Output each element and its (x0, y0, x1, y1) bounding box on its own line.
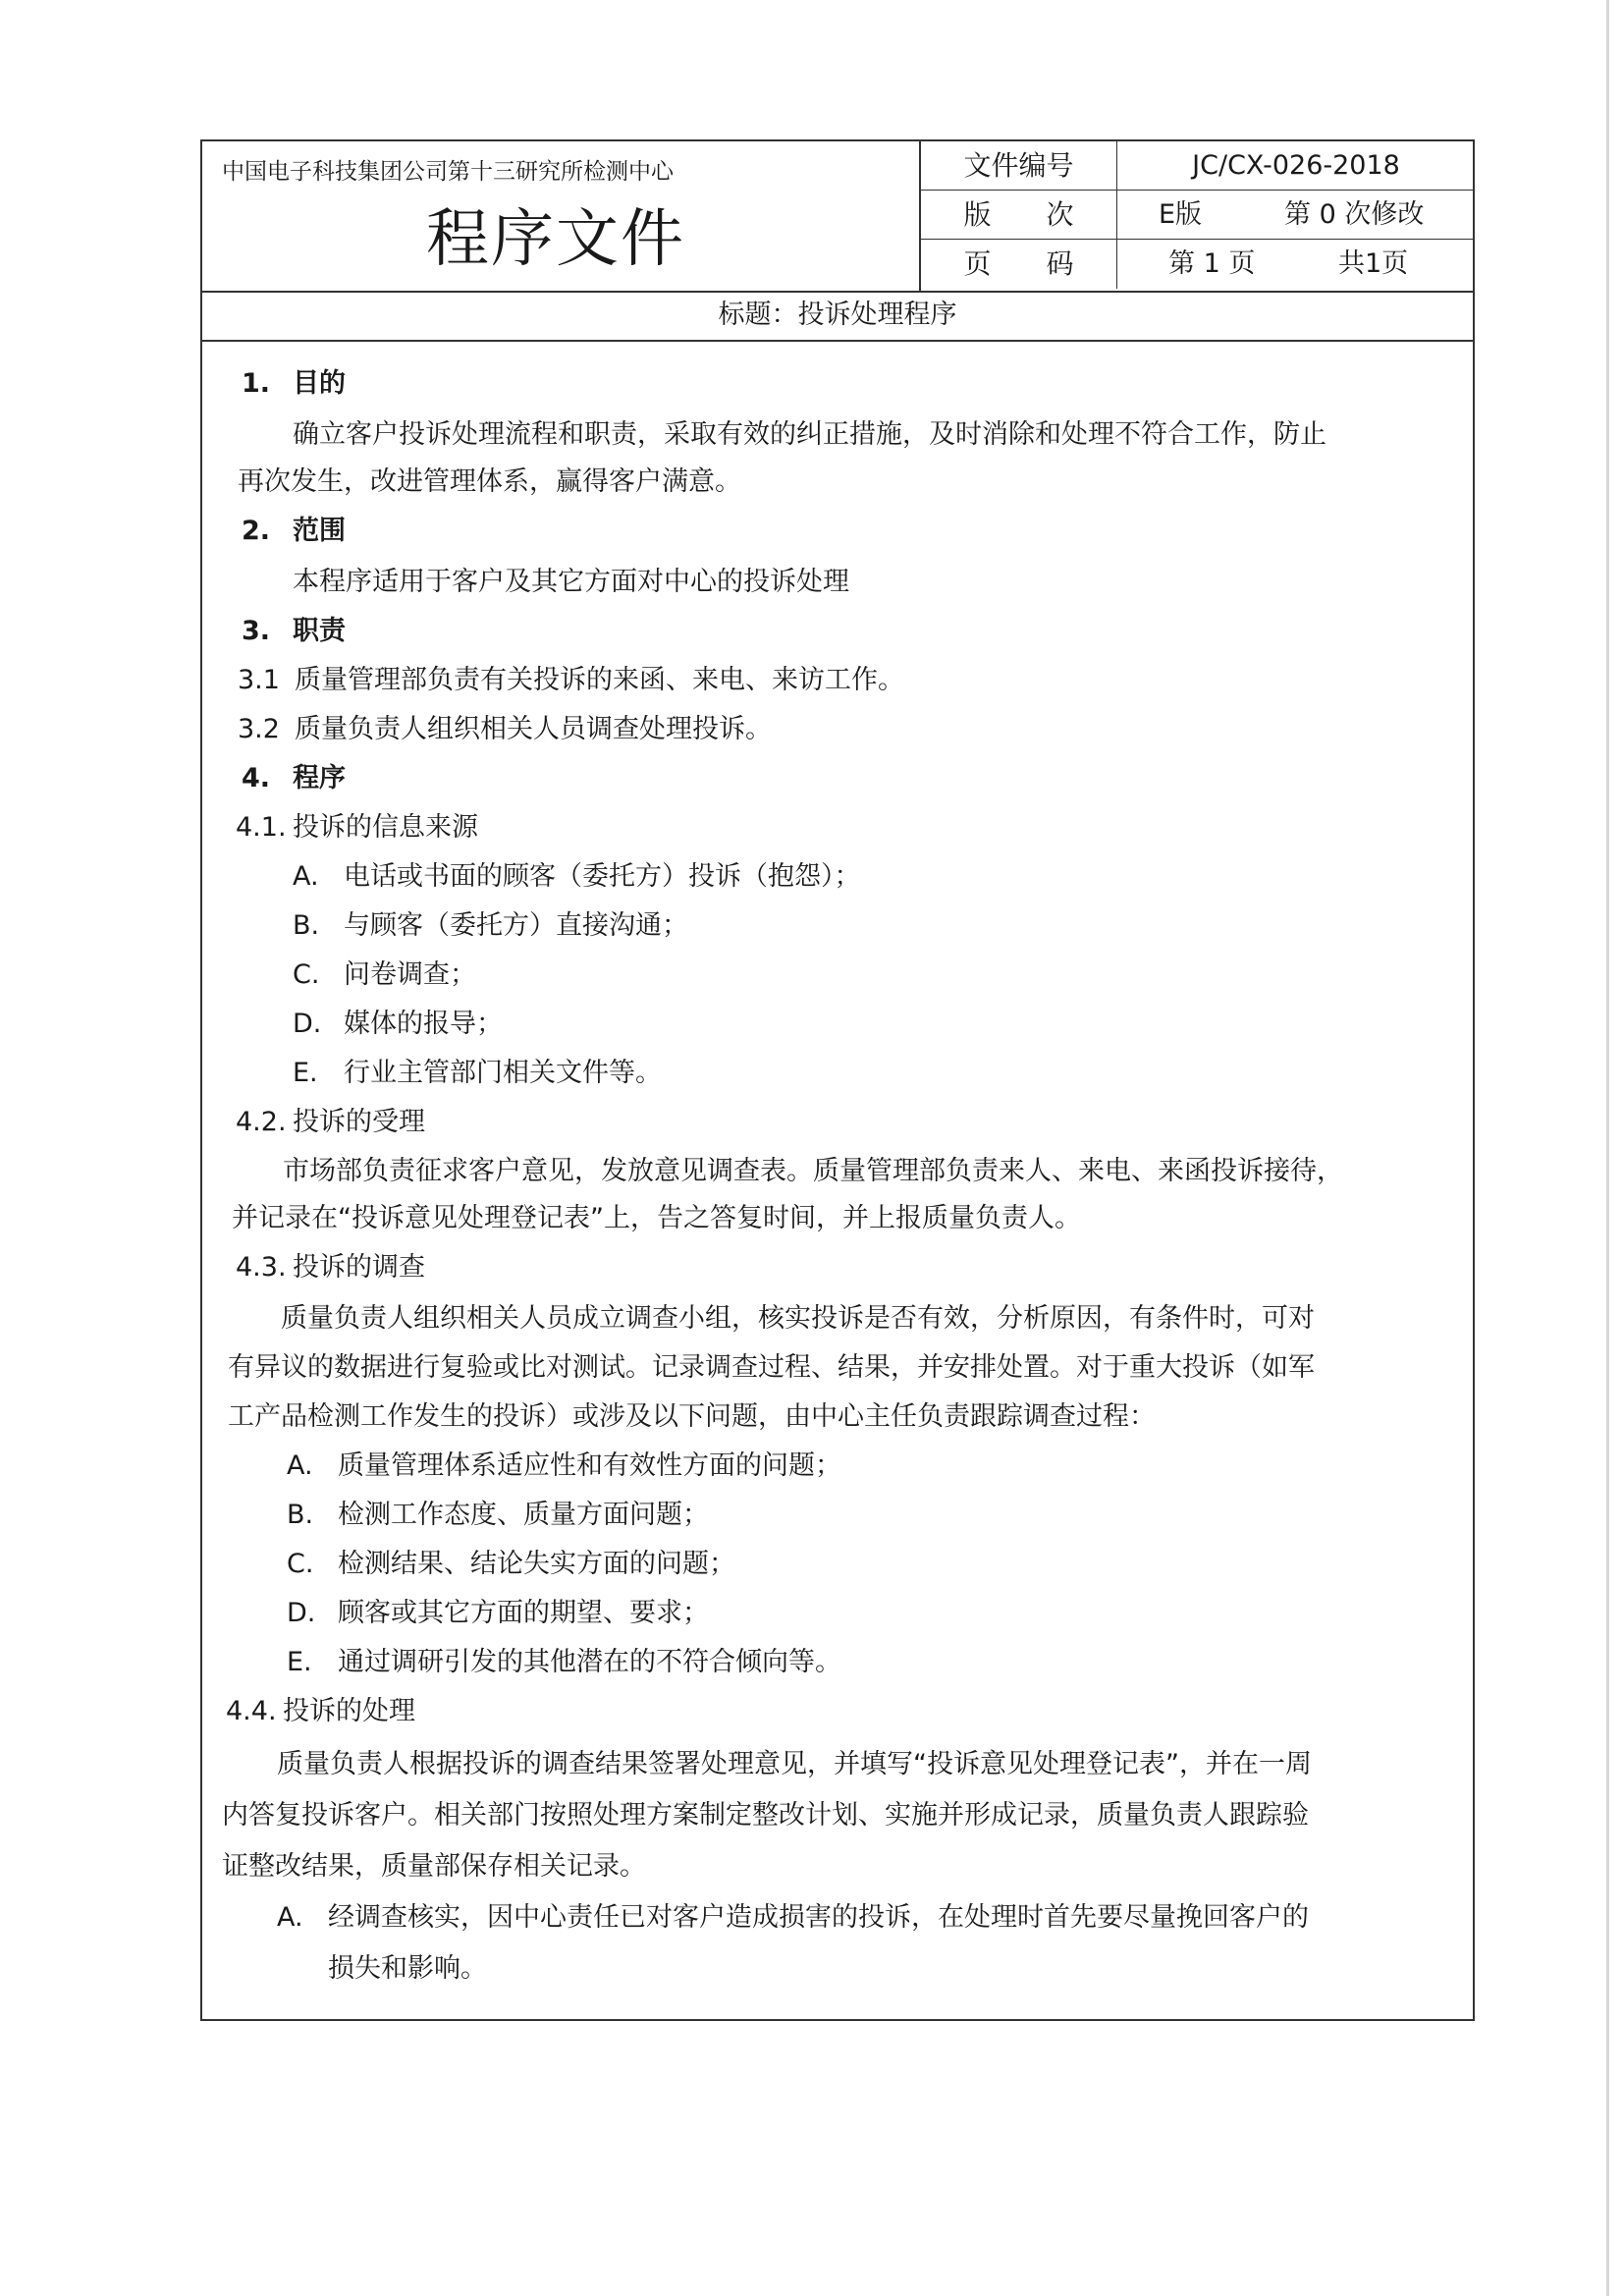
subsection-number: 4.4. (226, 1696, 277, 1726)
list-item (293, 854, 861, 893)
subsection-number: 4.3. (236, 1252, 287, 1283)
list-item (287, 1493, 709, 1531)
file-no-value: JC/CX-026-2018 (1192, 150, 1400, 181)
list-item (287, 1640, 841, 1678)
section-title: 目的 (293, 368, 346, 399)
item-text: 质量管理部负责有关投诉的来函、来电、来访工作。 (295, 665, 904, 695)
item-letter: D. (293, 1009, 322, 1039)
scan-edge (1606, 0, 1609, 2296)
item-letter: C. (287, 1549, 314, 1579)
meta-row-file-no (921, 141, 1475, 191)
item-text: 检测结果、结论失实方面的问题； (338, 1549, 735, 1579)
document-type-title: 程序文件 (426, 203, 685, 276)
page-cell (1117, 240, 1475, 289)
item-text: 与顾客（委托方）直接沟通； (344, 910, 688, 941)
paragraph-line: 确立客户投诉处理流程和职责，采取有效的纠正措施，及时消除和处理不符合工作，防止 (293, 419, 1326, 450)
section-title: 范围 (293, 516, 346, 546)
item-number: 3.1 (238, 665, 280, 695)
paragraph-line: 有异议的数据进行复验或比对测试。记录调查过程、结果，并安排处置。对于重大投诉（如军 (228, 1352, 1315, 1383)
subsection-title: 投诉的信息来源 (293, 812, 478, 843)
file-no-label: 文件编号 (921, 141, 1117, 191)
list-item (293, 953, 476, 991)
document-header (202, 141, 1473, 293)
paragraph-line: 证整改结果，质量部保存相关记录。 (222, 1851, 646, 1882)
page-label: 页 码 (921, 240, 1117, 289)
item-text: 通过调研引发的其他潜在的不符合倾向等。 (338, 1647, 841, 1677)
item-letter: A. (293, 861, 319, 892)
list-item (287, 1591, 709, 1629)
paragraph-line: 内答复投诉客户。相关部门按照处理方案制定整改计划、实施并形成记录，质量负责人跟踪验 (222, 1800, 1309, 1831)
document-frame (200, 139, 1475, 2021)
item-text: 质量负责人组织相关人员调查处理投诉。 (295, 714, 772, 744)
organization-name: 中国电子科技集团公司第十三研究所检测中心 (222, 159, 674, 185)
section-title: 职责 (293, 616, 346, 646)
list-item (287, 1444, 841, 1482)
section-title: 程序 (293, 763, 346, 793)
subsection-heading (236, 1245, 425, 1284)
subsection-number: 4.1. (236, 812, 287, 843)
paragraph-line: 并记录在“投诉意见处理登记表”上，告之答复时间，并上报质量负责人。 (232, 1203, 1081, 1233)
list-item (238, 707, 772, 745)
item-letter: E. (287, 1647, 312, 1677)
item-text: 检测工作态度、质量方面问题； (338, 1500, 709, 1530)
version-label: 版 次 (921, 191, 1117, 240)
item-text: 顾客或其它方面的期望、要求； (338, 1598, 709, 1628)
subsection-title: 投诉的受理 (293, 1107, 425, 1137)
meta-row-version (921, 191, 1475, 240)
item-text: 电话或书面的顾客（委托方）投诉（抱怨）； (344, 861, 861, 892)
document-meta-table (919, 141, 1475, 291)
paragraph-line: 再次发生，改进管理体系，赢得客户满意。 (238, 466, 741, 497)
subsection-heading (226, 1689, 415, 1727)
section-heading (242, 756, 346, 794)
item-text: 质量管理体系适应性和有效性方面的问题； (338, 1450, 841, 1481)
list-item (277, 1895, 1309, 1934)
list-item (293, 903, 688, 942)
section-number: 1. (242, 368, 271, 399)
item-letter: B. (293, 910, 320, 941)
paragraph-line: 市场部负责征求客户意见，发放意见调查表。质量管理部负责来人、来电、来函投诉接待， (283, 1156, 1343, 1186)
subsection-title: 投诉的处理 (283, 1696, 415, 1726)
item-text: 问卷调查； (344, 959, 476, 990)
list-item (287, 1542, 735, 1580)
item-letter: A. (287, 1450, 313, 1481)
document-subject: 标题：投诉处理程序 (202, 291, 1473, 342)
item-letter: B. (287, 1500, 314, 1530)
subsection-title: 投诉的调查 (293, 1252, 425, 1283)
meta-row-page (921, 240, 1475, 289)
item-text: 行业主管部门相关文件等。 (344, 1058, 662, 1088)
version-value: E版 (1159, 199, 1203, 230)
section-number: 2. (242, 516, 271, 546)
paragraph-line: 本程序适用于客户及其它方面对中心的投诉处理 (293, 567, 849, 597)
list-item (293, 1002, 503, 1040)
item-text: 经调查核实，因中心责任已对客户造成损害的投诉，在处理时首先要尽量挽回客户的 (328, 1902, 1309, 1933)
section-number: 4. (242, 763, 271, 793)
page-total: 共1页 (1338, 248, 1409, 279)
section-heading (242, 609, 346, 647)
page-number: 第 1 页 (1168, 248, 1256, 279)
item-letter: A. (277, 1902, 303, 1933)
section-heading (242, 509, 346, 547)
paragraph-line: 质量负责人根据投诉的调查结果签署处理意见，并填写“投诉意见处理登记表”，并在一周 (277, 1749, 1312, 1779)
subsection-heading (236, 805, 478, 844)
item-letter: D. (287, 1598, 316, 1628)
revision-value: 第 0 次修改 (1284, 199, 1425, 230)
section-heading (242, 361, 346, 400)
item-text-continuation: 损失和影响。 (328, 1953, 487, 1984)
item-number: 3.2 (238, 714, 280, 744)
version-cell (1117, 191, 1475, 240)
item-text: 媒体的报导； (344, 1009, 503, 1039)
list-item (238, 658, 904, 696)
subsection-heading (236, 1100, 425, 1138)
section-number: 3. (242, 616, 271, 646)
paragraph-line: 工产品检测工作发生的投诉）或涉及以下问题，由中心主任负责跟踪调查过程： (228, 1401, 1156, 1432)
subsection-number: 4.2. (236, 1107, 287, 1137)
paragraph-line: 质量负责人组织相关人员成立调查小组，核实投诉是否有效，分析原因，有条件时，可对 (281, 1303, 1315, 1334)
item-letter: E. (293, 1058, 318, 1088)
list-item (293, 1051, 662, 1089)
item-letter: C. (293, 959, 320, 990)
